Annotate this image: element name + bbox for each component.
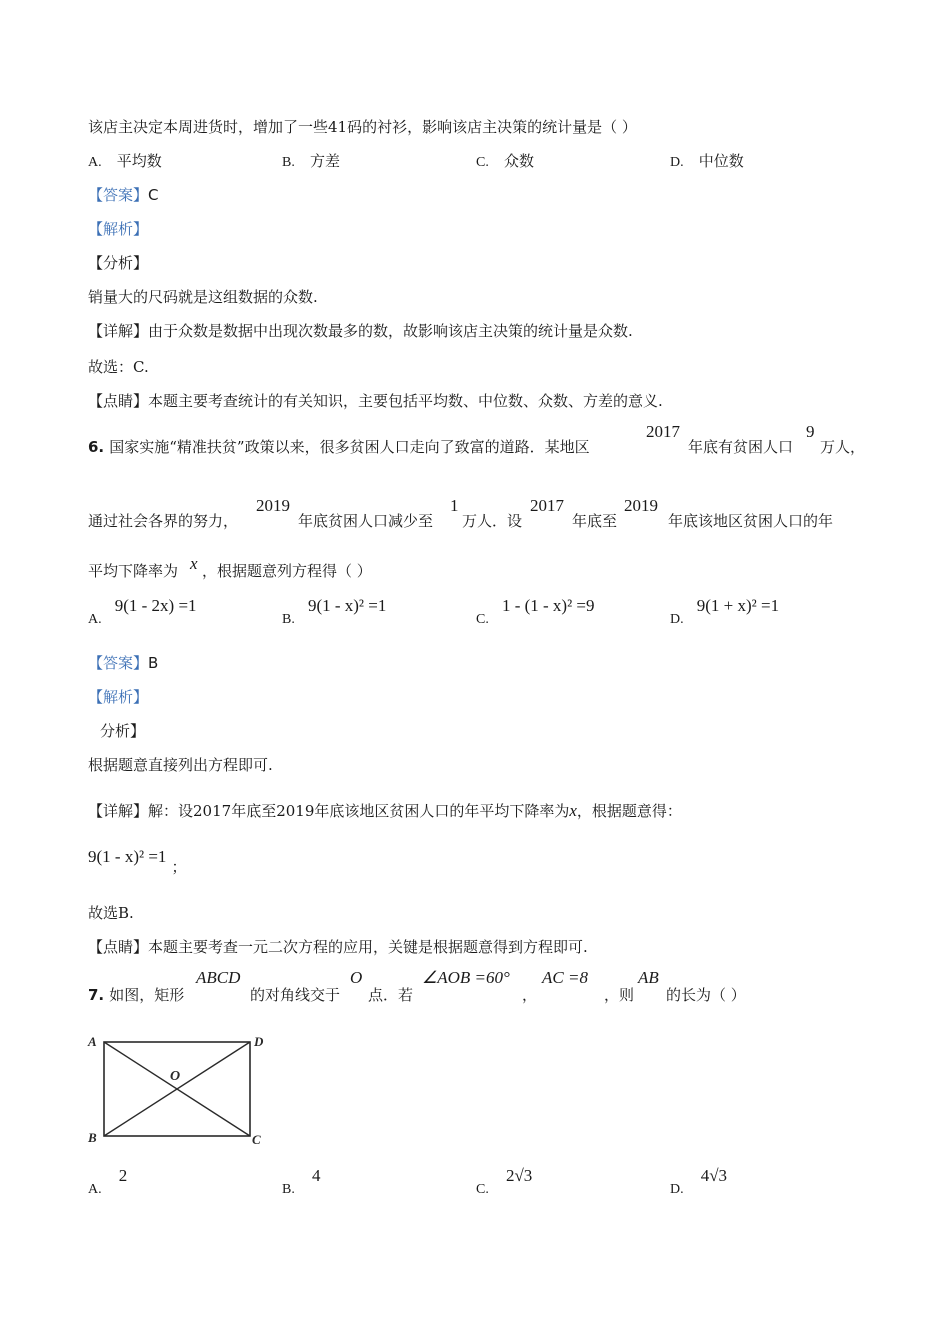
q6-option-c: C. 1 - (1 - x)² =9 bbox=[476, 596, 595, 627]
q6-line2-a: 通过社会各界的努力， bbox=[88, 512, 239, 530]
q7-option-a: A. 2 bbox=[88, 1166, 128, 1197]
q5-option-d: D. 中位数 bbox=[670, 152, 744, 170]
q6-year-2017b: 2017 bbox=[530, 496, 564, 515]
q5-guxuan: 故选：C. bbox=[88, 358, 149, 376]
q6-option-d: D. 9(1 + x)² =1 bbox=[670, 596, 780, 627]
q6-line2-e: 年底该地区贫困人口的年 bbox=[668, 512, 834, 530]
q7-abcd: ABCD bbox=[196, 968, 241, 987]
q7-ab: AB bbox=[638, 968, 659, 987]
q6-fenxi-text: 根据题意直接列出方程即可. bbox=[88, 756, 273, 774]
label-o: O bbox=[170, 1069, 181, 1084]
q6-line3-b: ，根据题意列方程得（ ） bbox=[202, 562, 372, 580]
q7-o: O bbox=[350, 968, 363, 987]
q6-line2-d: 年底至 bbox=[572, 512, 618, 530]
label-a: A bbox=[88, 1034, 97, 1049]
q6-jiexi-tag: 【解析】 bbox=[88, 688, 149, 706]
q6-answer: 【答案】B bbox=[88, 654, 159, 672]
q5-answer: 【答案】C bbox=[88, 186, 159, 204]
q6-line3-a: 平均下降率为 bbox=[88, 562, 179, 580]
q6-dianjing: 【点睛】本题主要考查一元二次方程的应用，关键是根据题意得到方程即可. bbox=[88, 938, 588, 956]
q6-line1-b: 年底有贫困人口 bbox=[688, 438, 794, 456]
q7-t5: 的长为（ ） bbox=[666, 986, 746, 1004]
q7-option-c: C. 2√3 bbox=[476, 1166, 533, 1197]
q6-year-2019: 2019 bbox=[256, 496, 290, 515]
label-b: B bbox=[88, 1130, 97, 1145]
q6-year-2017: 2017 bbox=[646, 422, 680, 441]
q5-stem: 该店主决定本周进货时，增加了一些41码的衬衫，影响该店主决策的统计量是（ ） bbox=[88, 118, 637, 136]
label-c: C bbox=[252, 1132, 261, 1147]
q6-fenxi-tag: 分析】 bbox=[100, 722, 146, 740]
q7-angle: ∠AOB =60° bbox=[422, 968, 510, 987]
q7-ac: AC =8 bbox=[542, 968, 588, 987]
label-d: D bbox=[254, 1034, 264, 1049]
q5-dianjing: 【点睛】本题主要考查统计的有关知识，主要包括平均数、中位数、众数、方差的意义. bbox=[88, 392, 663, 410]
q5-fenxi-text: 销量大的尺码就是这组数据的众数. bbox=[88, 288, 318, 306]
q7-t4: ，则 bbox=[604, 986, 635, 1004]
q5-jiexi-tag: 【解析】 bbox=[88, 220, 149, 238]
q6-option-b: B. 9(1 - x)² =1 bbox=[282, 596, 387, 627]
rectangle-figure bbox=[86, 1030, 276, 1150]
q5-fenxi-tag: 【分析】 bbox=[88, 254, 149, 272]
q5-option-c: C. 众数 bbox=[476, 152, 534, 170]
q5-option-b: B. 方差 bbox=[282, 152, 340, 170]
q6-line1-c: 万人， bbox=[820, 438, 866, 456]
q6-year-2019b: 2019 bbox=[624, 496, 658, 515]
q6-var-x: x bbox=[190, 554, 198, 573]
q6-n1: 1 bbox=[450, 496, 459, 515]
q7-option-d: D. 4√3 bbox=[670, 1166, 728, 1197]
q6-line2-c: 万人．设 bbox=[462, 512, 523, 530]
q6-xiangjie: 【详解】解：设2017年底至2019年底该地区贫困人口的年平均下降率为x，根据题意得： bbox=[88, 801, 682, 820]
q7-stem: 7. 如图，矩形 bbox=[88, 986, 185, 1004]
q6-line2-b: 年底贫困人口减少至 bbox=[298, 512, 434, 530]
q6-guxuan: 故选B. bbox=[88, 904, 134, 922]
q5-xiangjie: 【详解】由于众数是数据中出现次数最多的数，故影响该店主决策的统计量是众数. bbox=[88, 322, 633, 340]
q7-t3: 点．若 bbox=[368, 986, 414, 1004]
q6-n9: 9 bbox=[806, 422, 815, 441]
q7-t2: 的对角线交于 bbox=[250, 986, 341, 1004]
q6-equation: 9(1 - x)² =1 ； bbox=[88, 847, 187, 876]
q7-option-b: B. 4 bbox=[282, 1166, 321, 1197]
q6-option-a: A. 9(1 - 2x) =1 bbox=[88, 596, 197, 627]
q7-comma: ， bbox=[522, 986, 538, 1004]
q6-stem-line1: 6. 国家实施“精准扶贫”政策以来，很多贫困人口走向了致富的道路．某地区 bbox=[88, 438, 590, 456]
q5-option-a: A. 平均数 bbox=[88, 152, 162, 170]
